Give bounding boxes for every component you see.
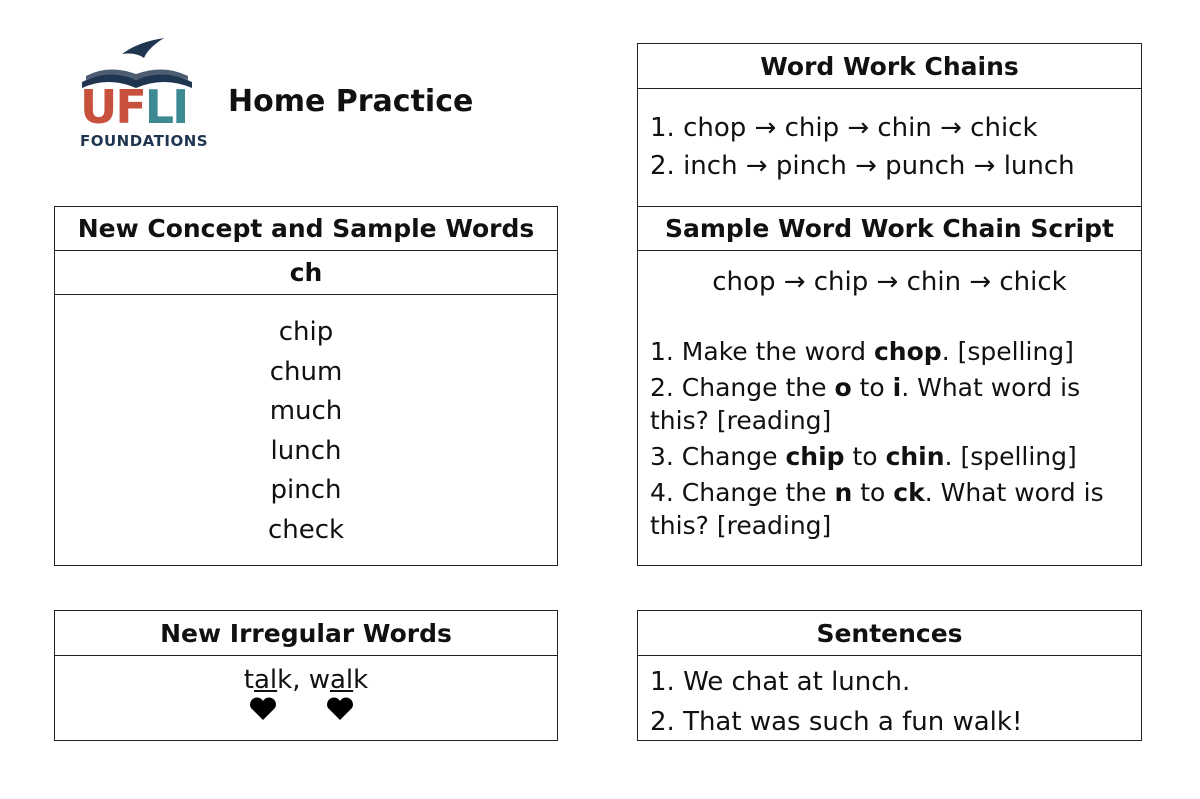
script-steps (638, 327, 1141, 542)
sentence-list (638, 656, 1141, 742)
page-title: Home Practice (228, 84, 474, 119)
sample-word: much (269, 396, 343, 427)
ufli-logo: UFLI (78, 36, 196, 156)
script-step: 2. Change the o to i. What word is this? [reading] (650, 373, 1081, 435)
sample-word: check (267, 514, 345, 545)
script-step: 1. Make the word chop. [spelling] (650, 337, 1074, 366)
script-title: Sample Word Work Chain Script (638, 207, 1141, 251)
sentences-title: Sentences (638, 611, 1141, 656)
sentence-item: 1. We chat at lunch. (650, 667, 911, 697)
sentence-item: 2. That was such a fun walk! (650, 707, 1023, 737)
sample-word: chip (278, 317, 334, 347)
irregular-part: al (330, 665, 354, 695)
sample-word: lunch (270, 435, 342, 466)
heart-icon (326, 697, 354, 721)
chain-item: 1. chop → chip → chin → chick (650, 113, 1038, 143)
word-work-chains-title: Word Work Chains (638, 44, 1141, 89)
irregular-words-title: New Irregular Words (55, 611, 557, 656)
irregular-part: al (253, 665, 278, 695)
sample-word: pinch (270, 475, 342, 506)
sentences-panel (637, 610, 1142, 741)
chain-item: 2. inch → pinch → punch → lunch (650, 151, 1075, 181)
new-concept-panel (54, 206, 558, 566)
script-step: 3. Change chip to chin. [spelling] (650, 442, 1077, 471)
heart-icon (249, 697, 277, 721)
word-work-chains-panel (637, 43, 1142, 207)
sample-word: chum (269, 356, 343, 387)
irregular-word-list: talk, walk (243, 665, 369, 695)
script-chain: chop → chip → chin → chick (712, 267, 1067, 297)
new-concept-title: New Concept and Sample Words (55, 207, 557, 251)
irregular-word-walk: walk (308, 665, 369, 695)
logo-foundations-text: FOUNDATIONS (80, 132, 209, 150)
irregular-words-panel (54, 610, 558, 741)
chain-list (638, 89, 1141, 185)
sample-word-list (55, 295, 557, 551)
concept-label: ch (55, 251, 557, 295)
irregular-word-talk: talk (243, 665, 293, 695)
script-step: 4. Change the n to ck. What word is this? [reading] (650, 478, 1104, 540)
script-panel (637, 206, 1142, 566)
